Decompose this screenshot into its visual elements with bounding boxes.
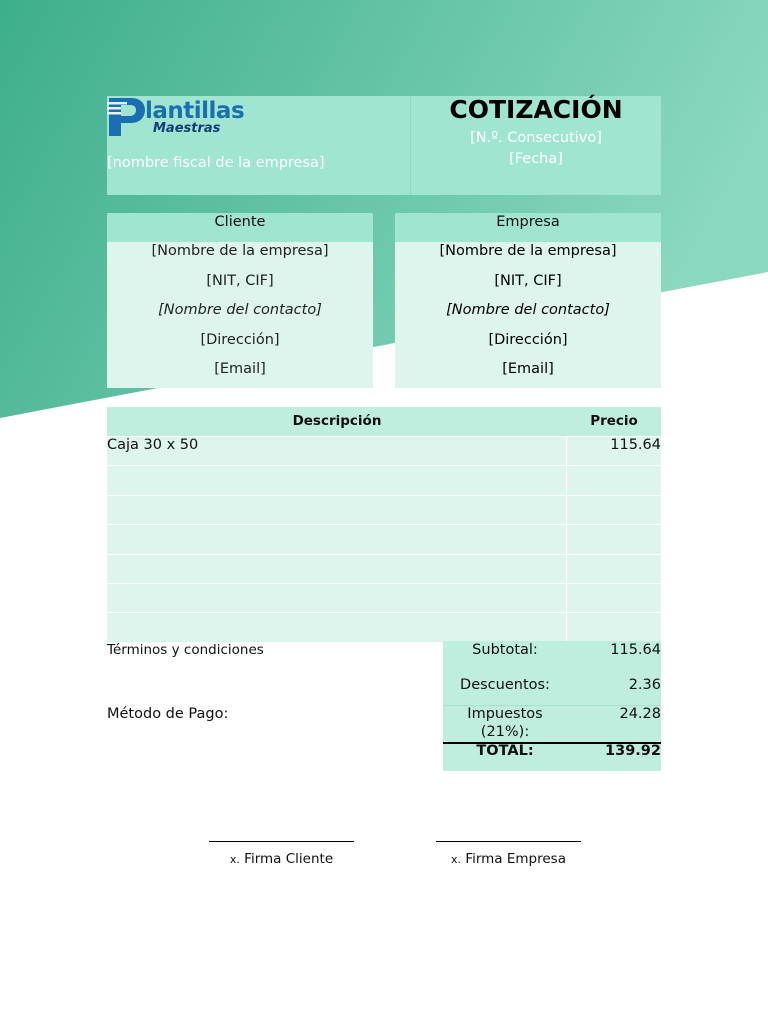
row-price[interactable]: [567, 525, 661, 553]
items-table-header: [107, 407, 661, 436]
company-signature-label: Firma Empresa: [465, 851, 566, 867]
company-contact: [Nombre del contacto]: [446, 302, 610, 318]
logo-p-mark-icon: [107, 96, 147, 138]
discount-label: Descuentos:: [460, 677, 550, 693]
payment-method-label: Método de Pago:: [107, 706, 229, 722]
company-info-box: [395, 213, 661, 388]
row-description[interactable]: [107, 613, 567, 641]
company-heading: Empresa: [395, 213, 661, 242]
client-company: [Nombre de la empresa]: [151, 243, 329, 259]
terms-label: Términos y condiciones: [107, 642, 264, 658]
totals-panel: [443, 641, 661, 771]
row-price[interactable]: [567, 584, 661, 612]
tax-label-line-1: Impuestos: [467, 706, 543, 722]
row-description[interactable]: [107, 584, 567, 612]
subtotal-label: Subtotal:: [472, 642, 538, 658]
client-signature-caption: [209, 851, 354, 867]
client-signature-label: Firma Cliente: [244, 851, 334, 867]
client-tax-id: [NIT, CIF]: [206, 272, 274, 289]
row-description[interactable]: [107, 496, 567, 524]
tax-label-line-2: (21%):: [480, 724, 530, 740]
company-signature-caption: [436, 851, 581, 867]
client-heading: Cliente: [107, 213, 373, 242]
company-signature-prefix: x.: [451, 853, 462, 866]
company-signature-line[interactable]: [436, 841, 581, 842]
company-fiscal-name: [nombre fiscal de la empresa]: [107, 155, 325, 171]
quote-number: [N.º. Consecutivo]: [470, 130, 602, 146]
items-table: [107, 407, 661, 642]
document-title: COTIZACIÓN: [449, 95, 623, 124]
row-description[interactable]: [107, 466, 567, 494]
subtotal-value: 115.64: [610, 642, 661, 658]
client-contact: [Nombre del contacto]: [158, 302, 322, 318]
row-price[interactable]: 115.64: [610, 437, 661, 453]
client-info-box: [107, 213, 373, 388]
row-description[interactable]: [107, 555, 567, 583]
table-row: [107, 465, 661, 494]
logo-text-sub: Maestras: [153, 121, 221, 136]
row-price[interactable]: [567, 466, 661, 494]
table-row: [107, 554, 661, 583]
row-description[interactable]: [107, 525, 567, 553]
company-company: [Nombre de la empresa]: [439, 243, 617, 259]
table-row: [107, 524, 661, 553]
table-row: [107, 583, 661, 612]
column-header-description: Descripción: [292, 413, 382, 429]
table-row: [107, 436, 661, 465]
tax-value: 24.28: [619, 706, 661, 722]
total-label: TOTAL:: [476, 743, 534, 759]
company-tax-id: [NIT, CIF]: [494, 272, 562, 289]
column-header-price: Precio: [590, 413, 638, 429]
quote-date: [Fecha]: [509, 151, 563, 167]
client-email: [Email]: [214, 361, 266, 377]
client-signature-line[interactable]: [209, 841, 354, 842]
company-logo: [107, 96, 247, 140]
total-value: 139.92: [605, 743, 661, 759]
client-signature-prefix: x.: [229, 853, 240, 866]
row-price[interactable]: [567, 555, 661, 583]
row-price[interactable]: [567, 613, 661, 641]
logo-text-main: lantillas: [145, 98, 245, 124]
company-email: [Email]: [502, 361, 554, 377]
row-price[interactable]: [567, 496, 661, 524]
discount-value: 2.36: [628, 677, 661, 693]
row-description[interactable]: Caja 30 x 50: [107, 437, 567, 465]
table-row: [107, 612, 661, 641]
company-address: [Dirección]: [488, 331, 568, 348]
client-address: [Dirección]: [200, 331, 280, 348]
table-row: [107, 495, 661, 524]
